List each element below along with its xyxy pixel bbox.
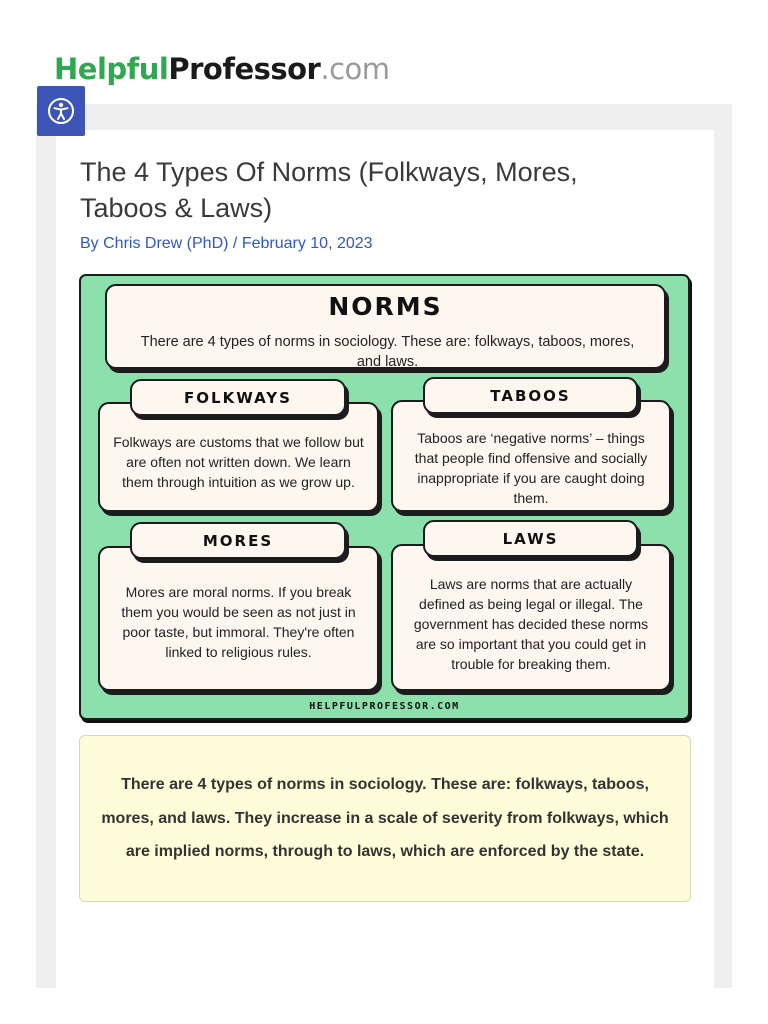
folkways-description: Folkways are customs that we follow but are often not written down. We learn them through intuition as we grow up. <box>113 434 364 490</box>
taboos-card <box>391 400 671 512</box>
article-meta <box>80 234 373 254</box>
norms-header-card <box>105 284 666 369</box>
site-logo[interactable] <box>54 52 390 86</box>
logo-dotcom: .com <box>320 52 390 86</box>
summary-box <box>79 735 691 902</box>
logo-professor: Professor <box>168 52 321 86</box>
laws-label: LAWS <box>423 520 638 557</box>
accessibility-button[interactable] <box>37 86 85 136</box>
infographic-heading: NORMS <box>328 292 443 321</box>
laws-description: Laws are norms that are actually defined as being legal or illegal. The government has decided these norms are so important that you could get in trouble for breaking them. <box>413 576 649 672</box>
taboos-description: Taboos are ‘negative norms’ – things that people find offensive and socially inappropriate if you are caught doing them. <box>414 430 648 506</box>
laws-card <box>391 544 671 691</box>
summary-text: There are 4 types of norms in sociology. These are: folkways, taboos, mores, and laws. They increase in a scale of severity from folkways, which are implied norms, through to laws, which are enforced by the state. <box>101 776 669 861</box>
taboos-label: TABOOS <box>423 377 638 414</box>
infographic-intro: There are 4 types of norms in sociology. These are: folkways, taboos, mores, and laws. <box>140 334 635 370</box>
accessibility-person-icon <box>47 97 75 125</box>
meta-separator: / <box>228 235 242 252</box>
folkways-label: FOLKWAYS <box>130 379 346 416</box>
mores-label: MORES <box>130 522 346 559</box>
date-link[interactable]: February 10, 2023 <box>241 235 373 252</box>
site-header <box>36 40 732 104</box>
mores-card <box>98 546 379 691</box>
article-title: The 4 Types Of Norms (Folkways, Mores, Taboos & Laws) <box>80 157 578 223</box>
norms-infographic <box>79 274 690 720</box>
mores-description: Mores are moral norms. If you break them you would be seen as not just in poor taste, but immoral. They're often linked to religious rules. <box>121 584 356 660</box>
infographic-footer-brand: HELPFULPROFESSOR.COM <box>309 701 460 712</box>
logo-helpful: Helpful <box>54 52 169 86</box>
author-link[interactable]: By Chris Drew (PhD) <box>80 235 229 252</box>
folkways-card <box>98 402 379 512</box>
